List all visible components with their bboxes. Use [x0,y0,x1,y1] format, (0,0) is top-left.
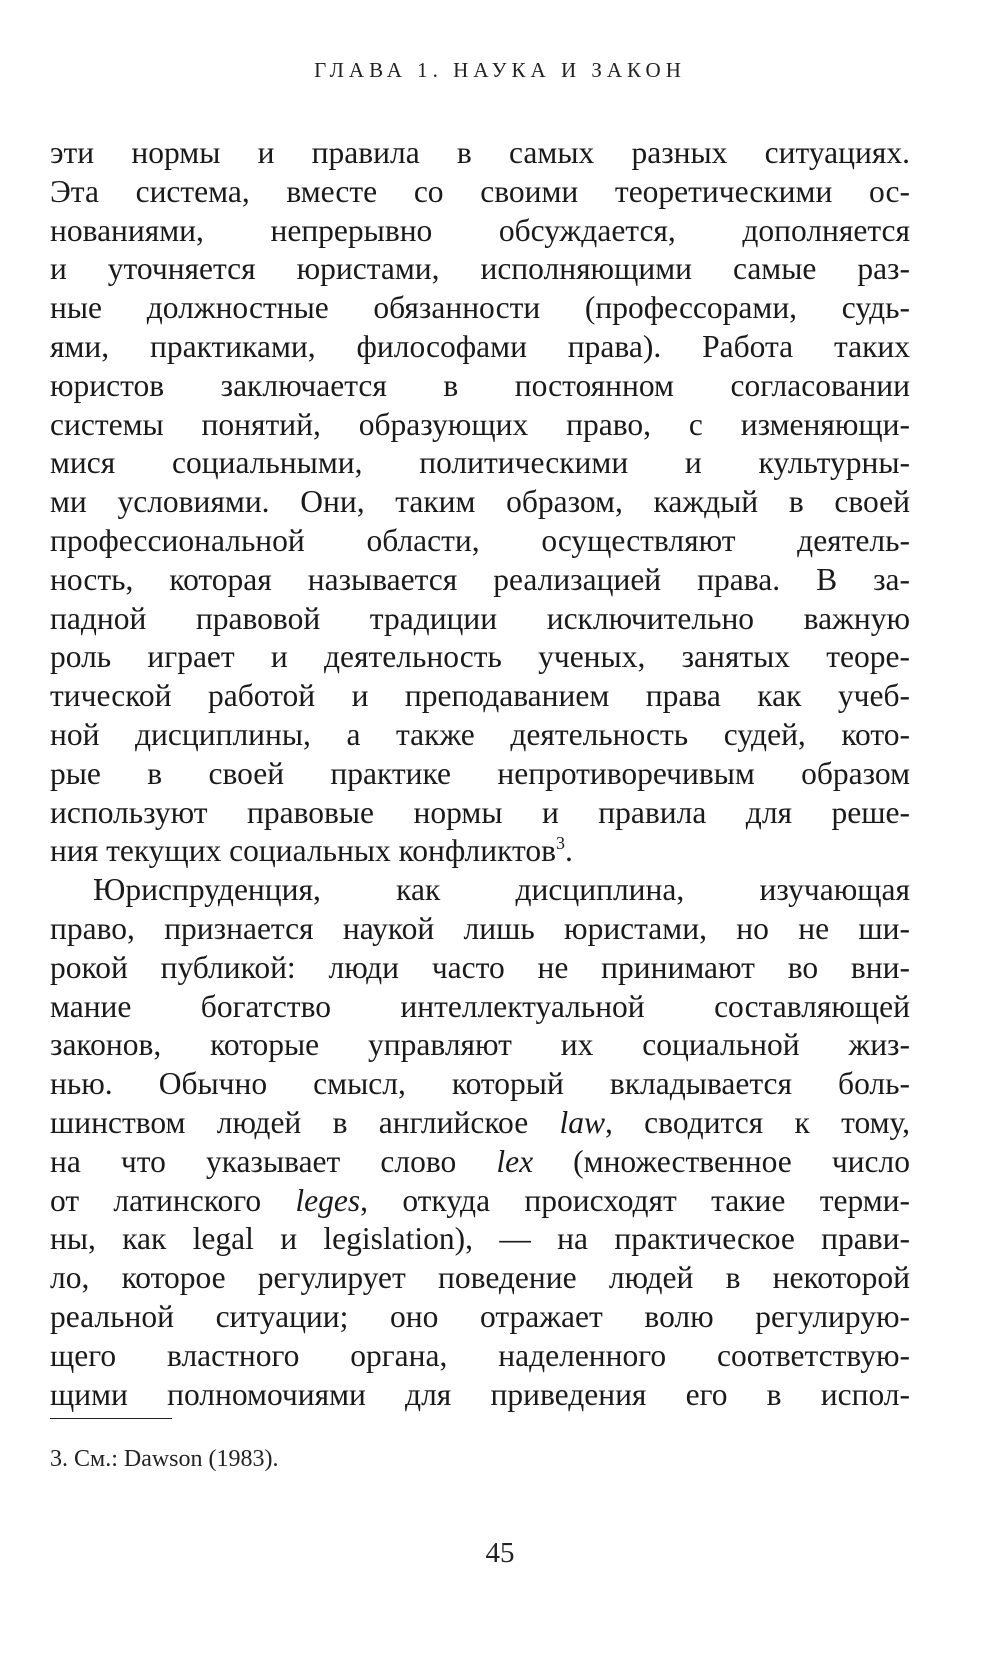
text-line: законов, которые управляют их социальной жиз- [50,1027,910,1063]
text-line: системы понятий, образующих право, с изменяющи- [50,406,910,442]
text-line: падной правовой традиции исключительно важную [50,600,910,636]
text-fragment: от латинского [50,1182,296,1218]
text-line: профессиональной области, осуществляют деятель- [50,522,910,558]
text-line [50,1182,910,1221]
text-line [50,1143,910,1182]
text-line: мание богатство интеллектуальной составляющей [50,988,910,1024]
text-line: нью. Обычно смысл, который вкладывается боль- [50,1066,910,1102]
text-line: роль играет и деятельность ученых, занятых теоре- [50,639,910,675]
text-fragment: (множественное число [533,1143,910,1179]
text-line: рокой публикой: люди часто не принимают во вни- [50,949,910,985]
italic-term: lex [496,1143,534,1179]
text-line: ло, которое регулирует поведение людей в некоторой [50,1260,910,1296]
text-line: ность, которая называется реализацией права. В за- [50,561,910,597]
text-line: ны, как legal и legislation), — на практическое прави- [50,1221,910,1257]
text-line: ми условиями. Они, таким образом, каждый в своей [50,484,910,520]
text-line: право, признается наукой лишь юристами, но не ши- [50,910,910,946]
text-fragment: , откуда происходят такие терми- [360,1182,910,1218]
footnote-marker[interactable]: 3 [555,833,565,854]
text-fragment: ния текущих социальных конфликтов [50,833,556,869]
text-fragment: шинством людей в английское [50,1104,560,1140]
paragraph-2 [50,871,910,1414]
footnote-divider [50,1418,172,1419]
text-line: рые в своей практике непротиворечивым образом [50,755,910,791]
text-line: реальной ситуации; оно отражает волю регулирую- [50,1298,910,1334]
text-line: используют правовые нормы и правила для реше- [50,794,910,830]
text-line: эти нормы и правила в самых разных ситуациях. [50,135,910,170]
body-text [50,134,910,1414]
paragraph-1 [50,134,910,871]
text-line: щими полномочиями для приведения его в испол- [50,1376,910,1412]
text-line: ния текущих социальных конфликтов$^3$. [50,833,573,869]
text-line: нованиями, непрерывно обсуждается, дополняется [50,212,910,248]
text-line: Эта система, вместе со своими теоретическими ос- [50,173,910,209]
text-fragment: на что указывает слово [50,1143,497,1179]
text-line: ной дисциплины, а также деятельность судей, кото- [50,716,910,752]
text-line: ные должностные обязанности (профессорами, судь- [50,290,910,326]
text-line: мися социальными, политическими и культурны- [50,445,910,481]
text-line: и уточняется юристами, исполняющими самые раз- [50,251,910,287]
text-line: юристов заключается в постоянном согласовании [50,367,910,403]
text-fragment: , сводится к тому, [605,1104,910,1140]
text-line: щего властного органа, наделенного соответствую- [50,1337,910,1373]
text-line [50,1104,910,1143]
footnote: 3. См.: Dawson (1983). [50,1446,279,1472]
running-head: ГЛАВА 1. НАУКА И ЗАКОН [314,58,686,82]
italic-term: leges [295,1182,361,1218]
text-line: Юриспруденция, как дисциплина, изучающая [93,872,910,908]
italic-term: law [559,1104,605,1140]
text-line: тической работой и преподаванием права как учеб- [50,678,910,714]
text-line: ями, практиками, философами права). Работа таких [50,328,910,364]
page-number: 45 [485,1537,515,1569]
